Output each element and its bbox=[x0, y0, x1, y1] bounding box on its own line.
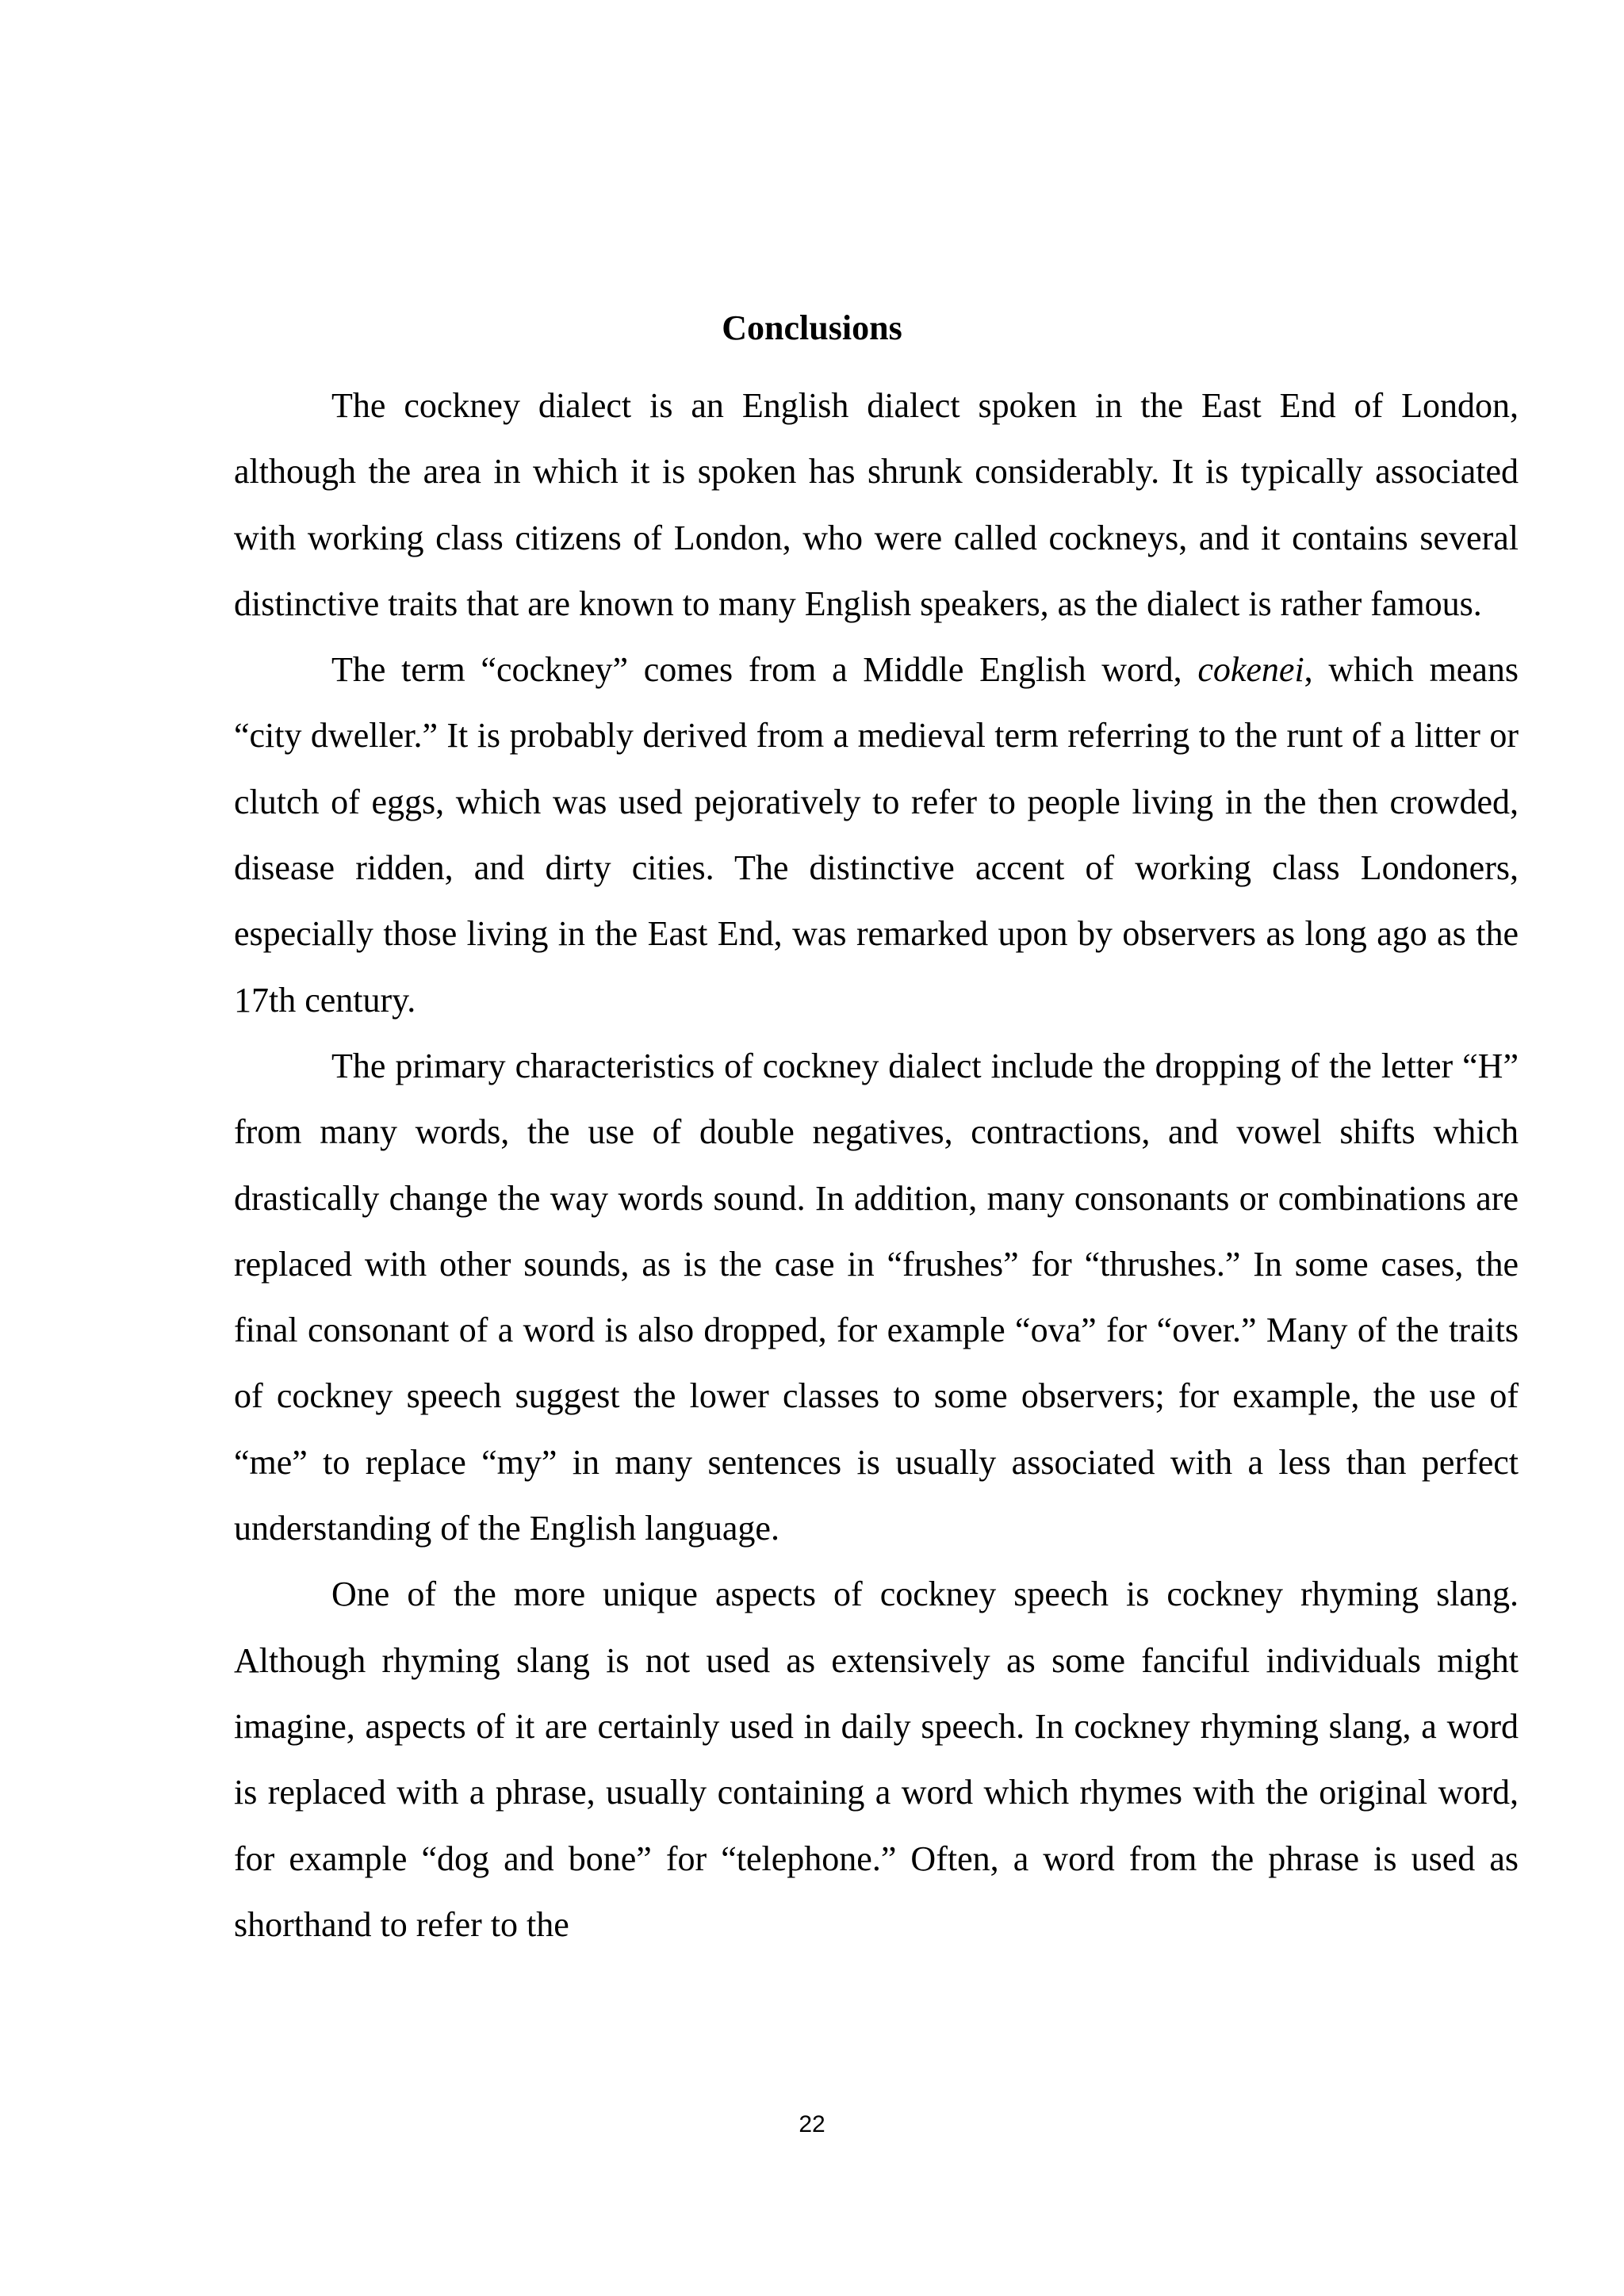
body-text bbox=[234, 373, 1519, 1957]
paragraph bbox=[234, 1033, 1519, 1561]
page-number: 22 bbox=[799, 2111, 825, 2137]
paragraph-text: The cockney dialect is an English dialect spoken in the East End of London, although the area in which it is spoken has shrunk considerably. It is typically associated with working class citizens of London, who were called cockneys, and it contains several distinctive traits that are known to many English speakers, as the dialect is rather famous. bbox=[234, 386, 1519, 623]
paragraph-text: The term “cockney” comes from a Middle English word, bbox=[331, 650, 1198, 690]
paragraph bbox=[234, 637, 1519, 1033]
paragraph-text: The primary characteristics of cockney dialect include the dropping of the letter “H” from many words, the use of double negatives, contractions, and vowel shifts which drastically change the way words sound. In addition, many consonants or combinations are replaced with other sounds, as is the case in “frushes” for “thrushes.” In some cases, the final consonant of a word is also dropped, for example “ova” for “over.” Many of the traits of cockney speech suggest the lower classes to some observers; for example, the use of “me” to replace “my” in many sentences is usually associated with a less than perfect understanding of the English language. bbox=[234, 1046, 1519, 1548]
paragraph bbox=[234, 373, 1519, 637]
italic-term: cokenei bbox=[1197, 650, 1304, 690]
paragraph bbox=[234, 1561, 1519, 1957]
paragraph-text: , which means “city dweller.” It is probably derived from a medieval term referring to the runt of a litter or clutch of eggs, which was used pejoratively to refer to people living in the then crowded, disease ridden, and dirty cities. The distinctive accent of working class Londoners, especially those living in the East End, was remarked upon by observers as long ago as the 17th century. bbox=[234, 650, 1519, 1020]
paragraph-text: One of the more unique aspects of cockney speech is cockney rhyming slang. Although rhyming slang is not used as extensively as some fanciful individuals might imagine, aspects of it are certainly used in daily speech. In cockney rhyming slang, a word is replaced with a phrase, usually containing a word which rhymes with the original word, for example “dog and bone” for “telephone.” Often, a word from the phrase is used as shorthand to refer to the bbox=[234, 1575, 1519, 1944]
page-heading: Conclusions bbox=[722, 308, 902, 347]
